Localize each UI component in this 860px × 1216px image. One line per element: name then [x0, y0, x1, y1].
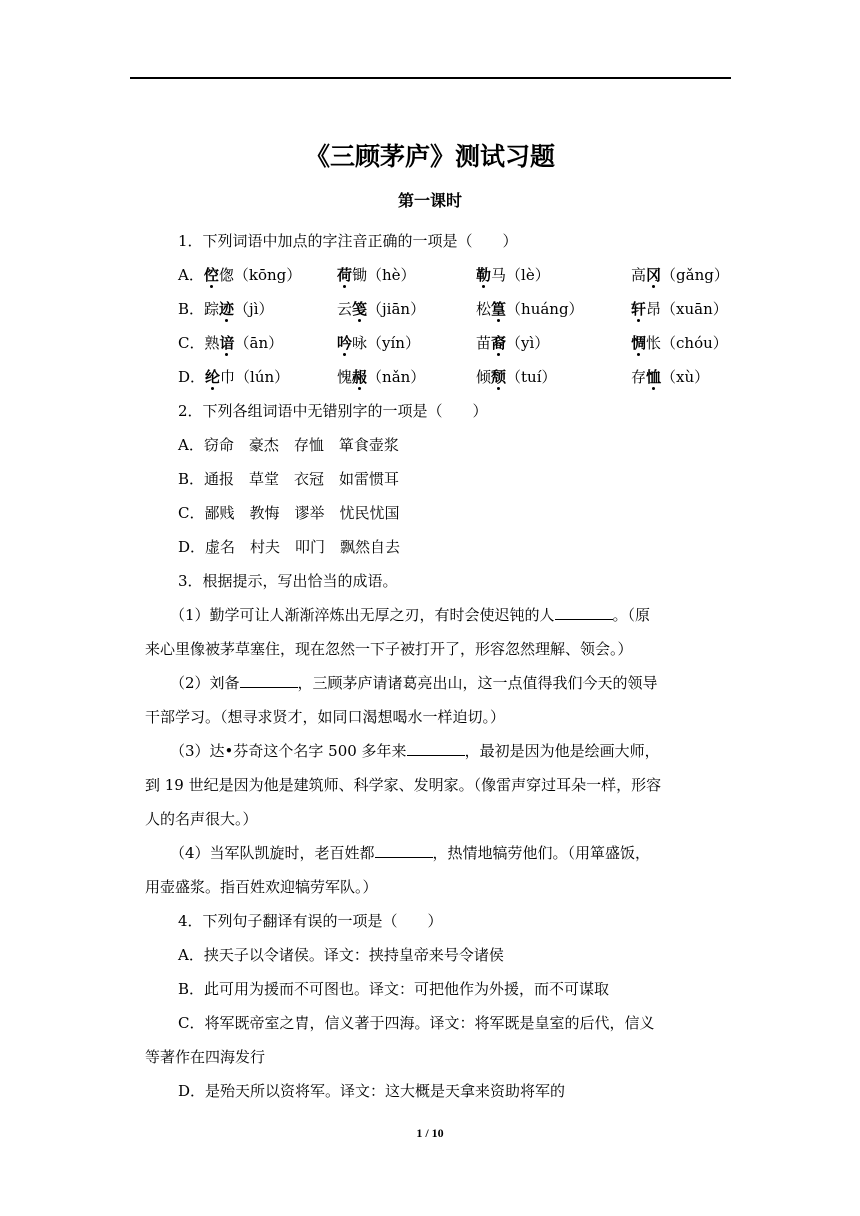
answer-blank[interactable] [407, 741, 465, 756]
q1-option-c-4: 惆怅（chóu） [631, 334, 728, 352]
q3-item-4: （4）当军队凯旋时，老百姓都 ，热情地犒劳他们。（用箪盛饭， [170, 844, 651, 862]
q1-option-a-2: 荷锄（hè） [337, 266, 416, 284]
q4-option-a: A．挟天子以令诸侯。译文：挟持皇帝来号令诸侯 [178, 946, 504, 964]
q1-option-b-4: 轩昂（xuān） [631, 300, 728, 318]
q1-option-d-2: 愧赧（nǎn） [337, 368, 426, 386]
q3-item-3-cont: 到 19 世纪是因为他是建筑师、科学家、发明家。（像雷声穿过耳朵一样，形容 [145, 776, 662, 794]
q1-option-b-3: 松篁（huáng） [476, 300, 584, 318]
q3-item-2-cont: 干部学习。（想寻求贤才，如同口渴想喝水一样迫切。） [145, 708, 506, 726]
q1-option-a-4: 高冈（gǎng） [631, 266, 729, 284]
q1-option-d-3: 倾颓（tuí） [476, 368, 557, 386]
q4-option-c: C．将军既帝室之胄，信义著于四海。译文：将军既是皇室的后代，信义 [178, 1014, 655, 1032]
q2-option-a: A．窃命 豪杰 存恤 箪食壶浆 [178, 436, 399, 454]
q2-option-d: D．虚名 村夫 叩门 飘然自去 [178, 538, 401, 556]
q1-option-b-1: B．踪迹（jì） [178, 300, 274, 318]
q1-option-c-3: 苗裔（yì） [476, 334, 550, 352]
header-rule [130, 77, 731, 79]
answer-blank[interactable] [240, 673, 298, 688]
q1-option-a-3: 勒马（lè） [476, 266, 550, 284]
q1-option-a-1: A．倥偬（kōng） [178, 266, 302, 284]
question-1-stem: 1．下列词语中加点的字注音正确的一项是（ ） [178, 232, 518, 250]
q4-option-b: B．此可用为援而不可图也。译文：可把他作为外援，而不可谋取 [178, 980, 610, 998]
lesson-subtitle: 第一课时 [397, 191, 462, 210]
q1-option-c-1: C．熟谙（ān） [178, 334, 284, 352]
q1-option-d-1: D．纶巾（lún） [178, 368, 290, 386]
question-3-stem: 3．根据提示，写出恰当的成语。 [178, 572, 398, 590]
page-number: 1 / 10 [416, 1126, 444, 1140]
q3-item-1-cont: 来心里像被茅草塞住，现在忽然一下子被打开了，形容忽然理解、领会。） [145, 640, 633, 658]
q4-option-c-cont: 等著作在四海发行 [145, 1048, 266, 1066]
answer-blank[interactable] [375, 843, 433, 858]
answer-blank[interactable] [555, 605, 613, 620]
question-4-stem: 4．下列句子翻译有误的一项是（ ） [178, 912, 443, 930]
q1-option-c-2: 吟咏（yín） [337, 334, 420, 352]
q1-option-d-4: 存恤（xù） [631, 368, 710, 386]
q3-item-2: （2）刘备 ，三顾茅庐请诸葛亮出山，这一点值得我们今天的领导 [170, 674, 658, 692]
q4-option-d: D．是殆天所以资将军。译文：这大概是天拿来资助将军的 [178, 1082, 566, 1100]
document-title: 《三顾茅庐》测试习题 [304, 142, 555, 171]
q3-item-3: （3）达•芬奇这个名字 500 多年来 ，最初是因为他是绘画大师， [170, 742, 660, 760]
q3-item-1: （1）勤学可让人渐渐淬炼出无厚之刃，有时会使迟钝的人 。（原 [170, 606, 651, 624]
q2-option-c: C．鄙贱 教悔 谬举 忧民忧国 [178, 504, 400, 522]
q2-option-b: B．通报 草堂 衣冠 如雷惯耳 [178, 470, 400, 488]
q3-item-4-cont: 用壶盛浆。指百姓欢迎犒劳军队。） [145, 878, 378, 896]
q1-option-b-2: 云笺（jiān） [337, 300, 426, 318]
question-2-stem: 2．下列各组词语中无错别字的一项是（ ） [178, 402, 488, 420]
q3-item-3-cont2: 人的名声很大。） [145, 810, 258, 828]
